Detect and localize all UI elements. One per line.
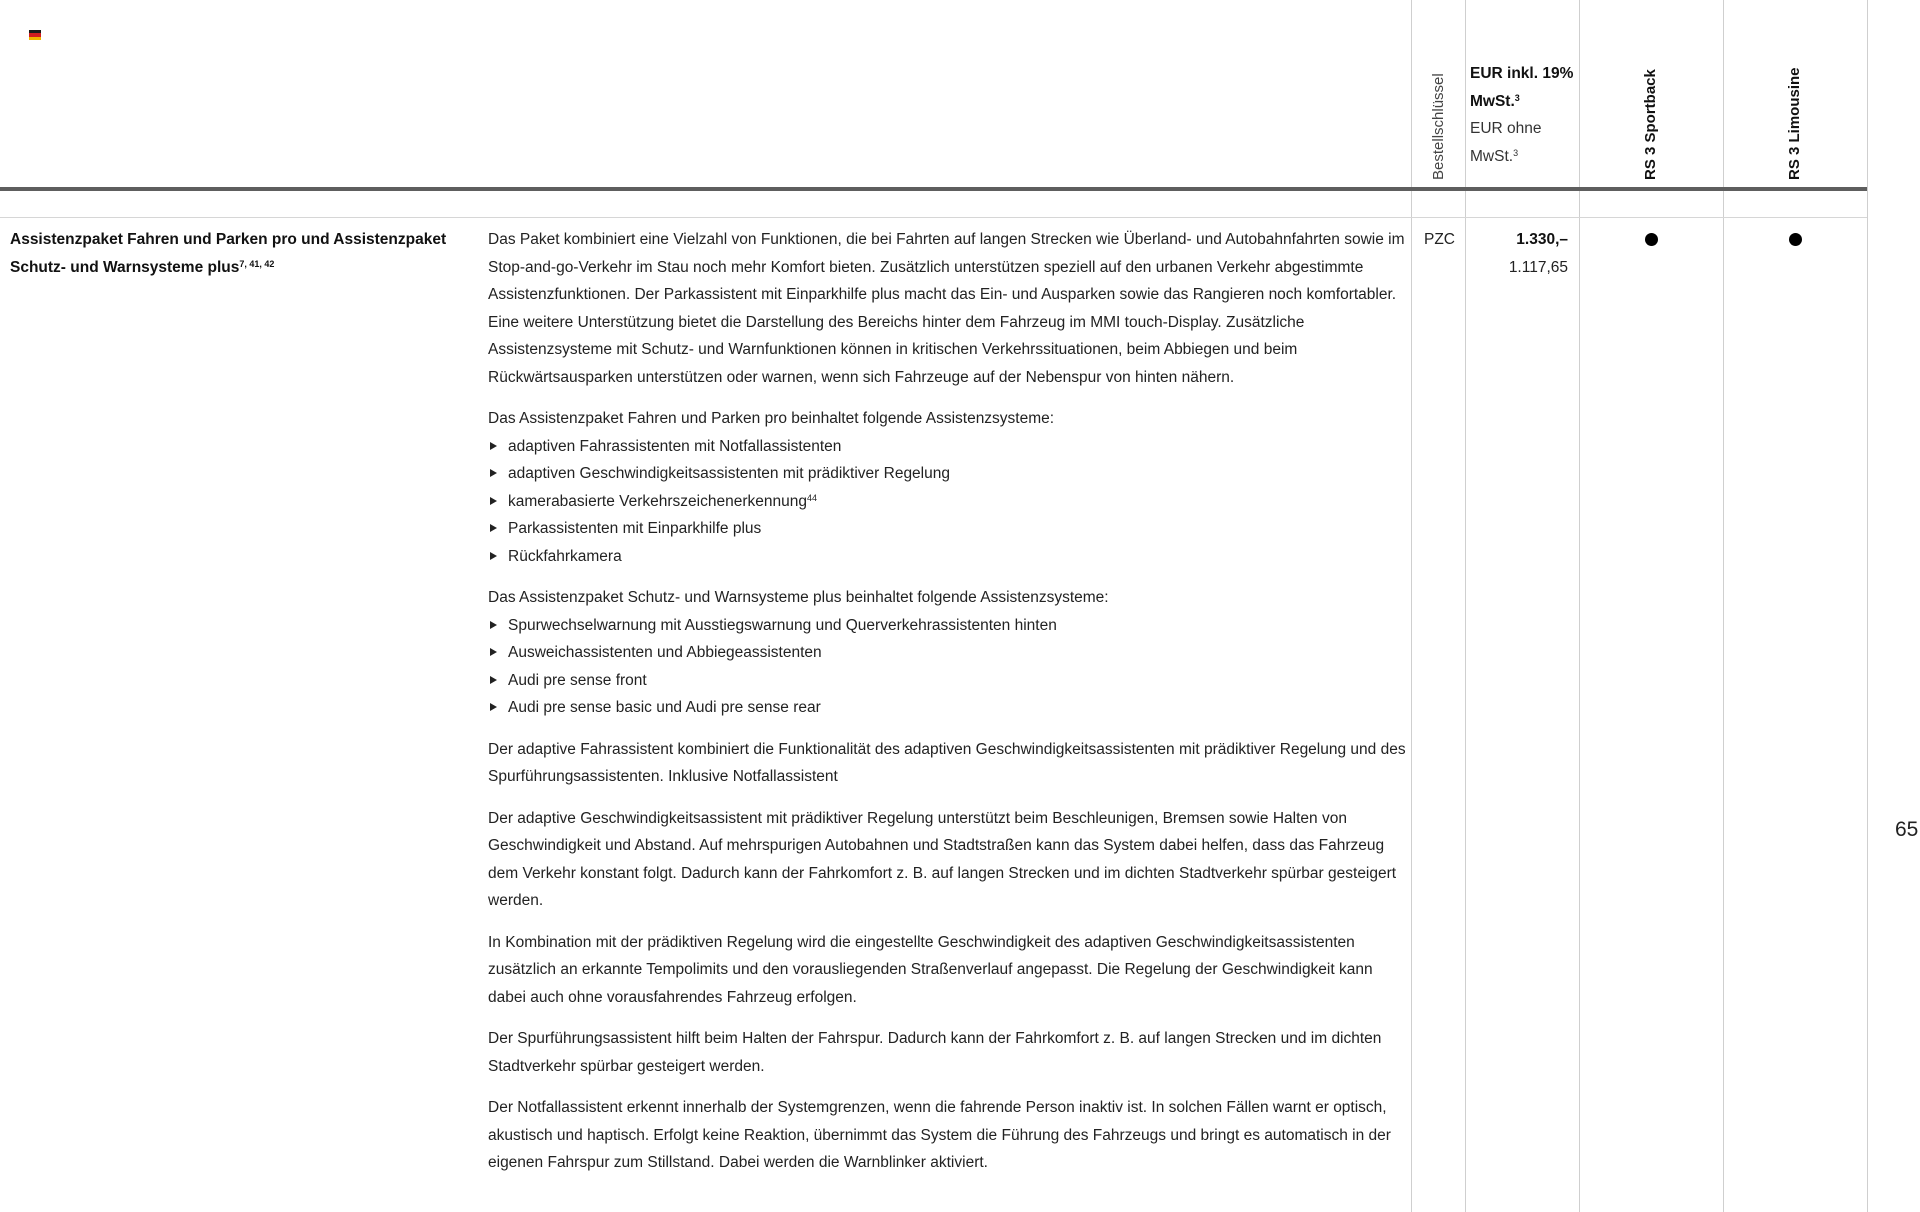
description-paragraph: Der Notfallassistent erkennt innerhalb der Systemgrenzen, wenn die fahrende Person inaktiv ist. In solchen Fällen warnt er optisch, akustisch und haptisch. Erfolgt keine Reaktion, übernimmt das System die Führung des Fahrzeugs und bringt es automatisch in der eigenen Fahrspur zum Stillstand. Dabei werden die Warnblinker aktiviert. [488, 1099, 1391, 1171]
footnote-ref: 44 [806, 492, 817, 503]
plus-package-intro: Das Assistenzpaket Schutz- und Warnsysteme plus beinhaltet folgende Assistenzsysteme: [488, 589, 1109, 606]
feature-name [10, 226, 465, 281]
description-paragraph: Der adaptive Fahrassistent kombiniert die Funktionalität des adaptiven Geschwindigkeitsassistenten mit prädiktiver Regelung und des Spurführungsassistenten. Inklusive Notfallassistent [488, 740, 1406, 785]
standard-bullet-icon [1789, 233, 1802, 246]
model-column-header-sportback: RS 3 Sportback [1642, 69, 1659, 180]
pro-package-list [488, 433, 1408, 571]
order-code: PZC [1424, 231, 1455, 248]
price-net: 1.117,65 [1508, 258, 1568, 276]
list-item: adaptiven Geschwindigkeitsassistenten mit prädiktiver Regelung [488, 460, 1408, 488]
flag-stripe-gold [29, 37, 41, 40]
footnote-ref: 7, 41, 42 [239, 258, 275, 269]
list-item: Parkassistenten mit Einparkhilfe plus [488, 515, 1408, 543]
list-item: Spurwechselwarnung mit Ausstiegswarnung und Querverkehrassistenten hinten [488, 612, 1408, 640]
pro-package-intro: Das Assistenzpaket Fahren und Parken pro beinhaltet folgende Assistenzsysteme: [488, 410, 1055, 427]
row-divider [0, 217, 1867, 218]
list-item: Ausweichassistenten und Abbiegeassistenten [488, 639, 1408, 667]
model-column-header-limousine: RS 3 Limousine [1786, 67, 1803, 180]
list-item: adaptiven Fahrassistenten mit Notfallassistenten [488, 433, 1408, 461]
price-gross-label: EUR inkl. 19% MwSt. [1470, 65, 1574, 110]
column-divider [1465, 0, 1466, 1212]
feature-name-text: Assistenzpaket Fahren und Parken pro und Assistenzpaket Schutz- und Warnsysteme plus [10, 231, 447, 276]
column-divider [1723, 0, 1724, 1212]
price-cell [1470, 226, 1568, 281]
description-intro: Das Paket kombiniert eine Vielzahl von Funktionen, die bei Fahrten auf langen Strecken wie Überland- und Autobahnfahrten sowie im Stop-and-go-Verkehr im Stau noch mehr Komfort bieten. Zusätzlich unterstützen speziell auf den urbanen Verkehr abgestimmte Assistenzfunktionen. Der Parkassistent mit Einparkhilfe plus macht das Ein- und Ausparken sowie das Rangieren noch komfortabler. Eine weitere Unterstützung bietet die Darstellung des Bereichs hinter dem Fahrzeug im MMI touch-Display. Zusätzliche Assistenzsysteme mit Schutz- und Warnfunktionen können in kritischen Verkehrssituationen, beim Abbiegen und beim Rückwärtsausparken unterstützen oder warnen, wenn sich Fahrzeuge auf der Nebenspur von hinten nähern. [488, 231, 1405, 386]
price-gross: 1.330,– [1516, 231, 1568, 248]
list-item: Audi pre sense front [488, 667, 1408, 695]
column-divider [1867, 0, 1868, 1212]
page-number: 65 [1895, 818, 1919, 841]
column-divider [1411, 0, 1412, 1212]
description-paragraph: Der adaptive Geschwindigkeitsassistent mit prädiktiver Regelung unterstützt beim Beschleunigen, Bremsen sowie Halten von Geschwindigkeit und Abstand. Auf mehrspurigen Autobahnen und Stadtstraßen kann das System dabei helfen, dass das Fahrzeug dem Verkehr konstant folgt. Dadurch kann der Fahrkomfort z. B. auf langen Strecken und im dichten Stadtverkehr spürbar gesteigert werden. [488, 809, 1397, 909]
order-code-column-header: Bestellschlüssel [1430, 73, 1447, 180]
list-item: Audi pre sense basic und Audi pre sense rear [488, 694, 1408, 722]
description-paragraph: Der Spurführungsassistent hilft beim Halten der Fahrspur. Dadurch kann der Fahrkomfort z. B. auf langen Strecken und im dichten Stadtverkehr spürbar gesteigert werden. [488, 1030, 1382, 1075]
list-item: Rückfahrkamera [488, 543, 1408, 571]
footnote-ref: 3 [1514, 92, 1520, 103]
price-column-header [1470, 60, 1580, 170]
plus-package-list [488, 612, 1408, 722]
header-divider [0, 187, 1867, 191]
footnote-ref: 3 [1513, 147, 1519, 158]
feature-description [488, 226, 1408, 1191]
column-divider [1579, 0, 1580, 1212]
description-paragraph: In Kombination mit der prädiktiven Regelung wird die eingestellte Geschwindigkeit des adaptiven Geschwindigkeitsassistenten zusätzlich an erkannte Tempolimits und den vorausliegenden Straßenverlauf angepasst. Die Regelung der Geschwindigkeit kann dabei auch ohne vorausfahrendes Fahrzeug erfolgen. [488, 933, 1373, 1006]
list-item: kamerabasierte Verkehrszeichenerkennung$^{44}$ [488, 488, 1408, 516]
price-net-label: EUR ohne MwSt. [1470, 120, 1542, 165]
germany-flag-icon [29, 30, 41, 40]
standard-bullet-icon [1645, 233, 1658, 246]
